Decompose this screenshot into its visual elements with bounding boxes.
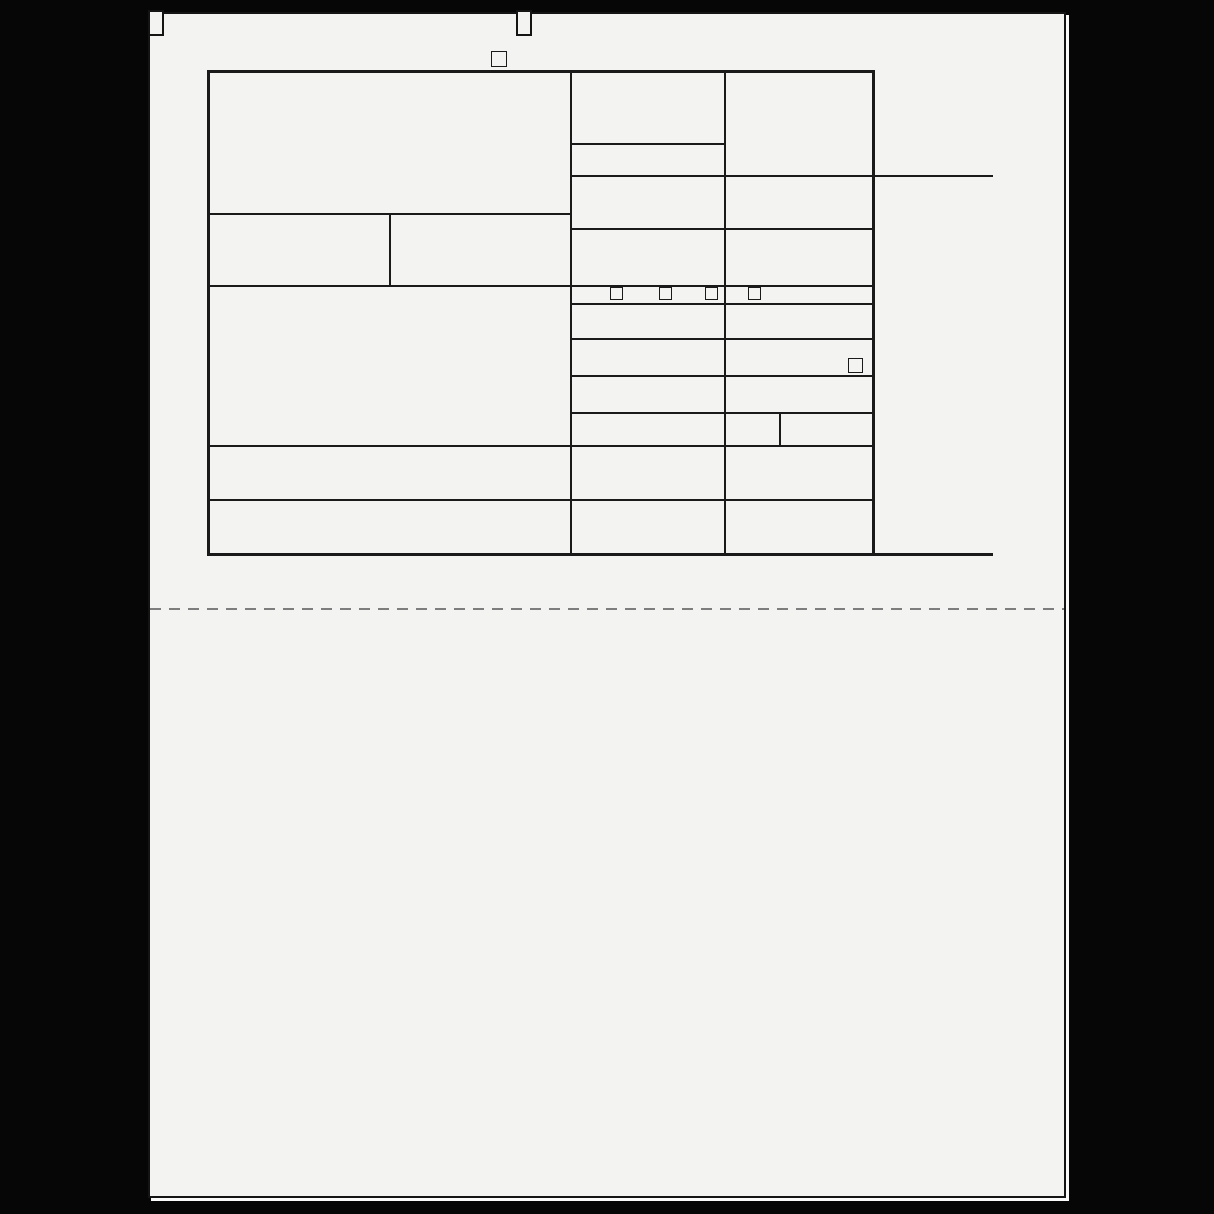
rule	[570, 70, 572, 553]
form-5498-copy	[150, 14, 1064, 607]
perforation-dashed-line	[150, 608, 1064, 610]
box-13a-label	[572, 414, 725, 417]
account-number-box	[207, 501, 569, 507]
box-14a-label	[572, 447, 725, 450]
box-13c-label	[781, 414, 876, 417]
box-3-label	[572, 178, 725, 181]
box-15a-label	[572, 501, 709, 504]
form-sheet	[148, 12, 1066, 1198]
participant-name-box	[207, 287, 569, 293]
box-7-ira-checkbox[interactable]	[610, 287, 623, 300]
omb-cell	[726, 70, 872, 77]
corrected-row	[491, 51, 515, 67]
box-9-label	[726, 305, 875, 308]
box-7-simple-checkbox[interactable]	[705, 287, 718, 300]
box-10-label	[572, 340, 725, 343]
box-11-checkbox[interactable]	[848, 358, 863, 373]
rule	[724, 70, 726, 553]
box-12b-label	[726, 377, 875, 380]
form-number-line	[726, 156, 872, 174]
box-15b-label	[726, 501, 875, 504]
box-8-label	[572, 305, 725, 308]
rule	[872, 70, 875, 555]
trustee-name-box	[207, 70, 569, 76]
box-7-row	[573, 287, 872, 300]
box-11-label	[726, 340, 873, 343]
registration-notch-center	[516, 10, 532, 36]
rule	[207, 553, 993, 556]
box-12a-label	[572, 377, 725, 380]
trustee-tin-box	[207, 215, 394, 221]
registration-notch-left	[148, 10, 164, 36]
rule	[570, 175, 993, 177]
rule	[389, 213, 391, 285]
corrected-checkbox[interactable]	[491, 51, 507, 67]
box-1-label	[572, 74, 725, 77]
box-14b-label	[726, 447, 875, 450]
form-grid	[207, 70, 993, 556]
box-13b-label	[726, 414, 783, 417]
box-4-label	[726, 178, 875, 181]
box-6-label	[726, 230, 875, 233]
rule	[570, 143, 724, 145]
box-2-label	[572, 147, 725, 150]
participant-tin-box	[391, 215, 578, 221]
box-7-roth-checkbox[interactable]	[748, 287, 761, 300]
box-5-label	[572, 230, 725, 233]
rule	[207, 70, 210, 555]
box-7-sep-checkbox[interactable]	[659, 287, 672, 300]
